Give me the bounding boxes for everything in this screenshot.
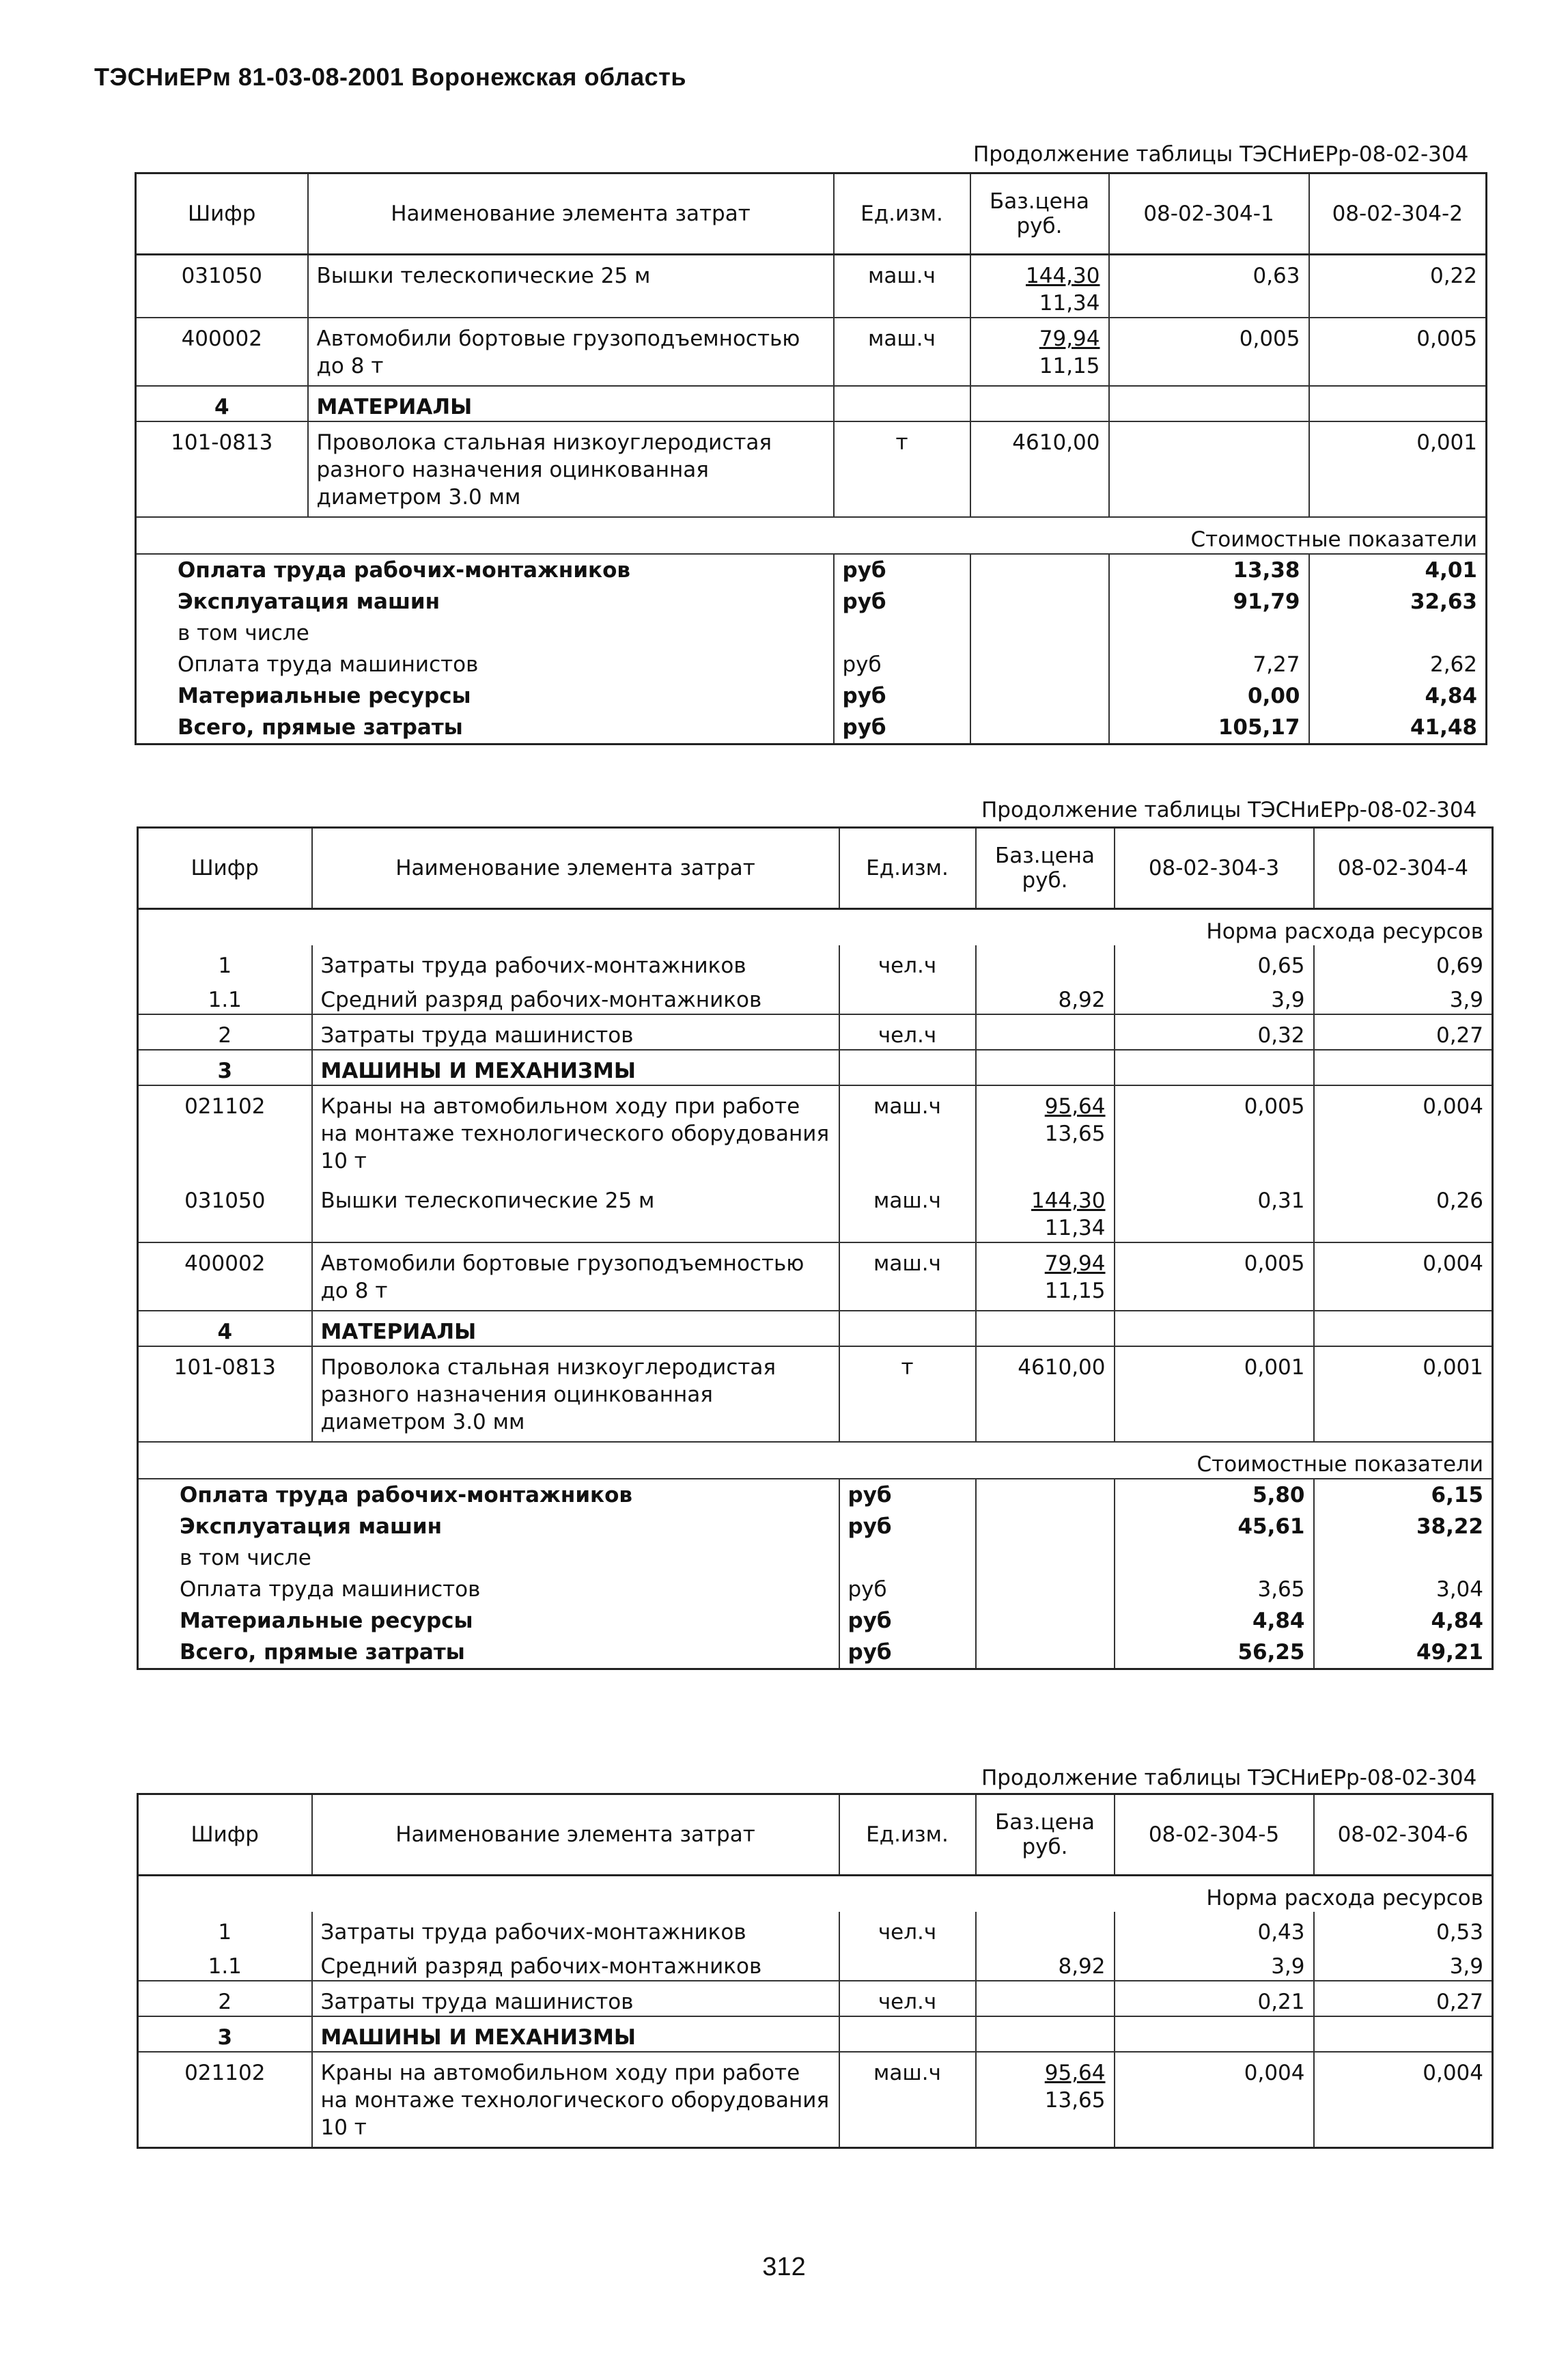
cost-value-a: 105,17 [1109, 712, 1309, 745]
header-name: Наименование элемента затрат [308, 173, 834, 255]
price-value: 144,30 [1026, 264, 1100, 288]
row-value-b: 0,005 [1309, 318, 1487, 386]
cost-value-a [1109, 617, 1309, 649]
row-name: Затраты труда машинистов [312, 1014, 839, 1050]
cost-unit: руб [839, 1479, 976, 1511]
row-price [976, 979, 1115, 1014]
table-row [136, 255, 1487, 318]
header-col-a: 08-02-304-3 [1115, 828, 1314, 909]
resource-table-2 [137, 826, 1494, 1670]
cost-value-b: 4,84 [1314, 1605, 1493, 1637]
table-row [138, 1180, 1493, 1242]
row-name: Затраты труда рабочих-монтажников [312, 1912, 839, 1946]
continuation-label: Продолжение таблицы ТЭСНиЕРр-08-02-304 [981, 798, 1477, 822]
cost-value-a: 3,65 [1115, 1574, 1314, 1605]
price-value: 8,92 [1058, 1954, 1106, 1979]
row-value-b: 0,22 [1309, 255, 1487, 318]
row-value-b [1314, 1311, 1493, 1346]
row-value-b: 0,004 [1314, 1242, 1493, 1311]
section-label: Норма расхода ресурсов [138, 909, 1493, 946]
row-name: Затраты труда машинистов [312, 1981, 839, 2016]
row-code: 101-0813 [136, 421, 308, 517]
row-unit [839, 1311, 976, 1346]
row-price [976, 1180, 1115, 1242]
row-value-a: 0,21 [1115, 1981, 1314, 2016]
row-code: 1.1 [208, 1954, 242, 1979]
row-unit [839, 2016, 976, 2052]
header-col-b: 08-02-304-6 [1314, 1794, 1493, 1876]
row-price [970, 386, 1109, 421]
cost-price [970, 554, 1109, 586]
price-value: 79,94 [1039, 326, 1100, 351]
cost-value-b: 41,48 [1309, 712, 1487, 745]
row-name: Проволока стальная низкоуглеродистая разного назначения оцинкованная диаметром 3.0 мм [312, 1346, 839, 1442]
price-value: 79,94 [1044, 1251, 1106, 1276]
cost-unit: руб [839, 1511, 976, 1542]
table-row [136, 318, 1487, 386]
row-name: Проволока стальная низкоуглеродистая разного назначения оцинкованная диаметром 3.0 мм [308, 421, 834, 517]
row-code: 021102 [138, 2052, 312, 2148]
cost-name: в том числе [178, 621, 309, 645]
row-code: 400002 [136, 318, 308, 386]
row-unit [839, 1050, 976, 1085]
section-row [138, 1442, 1493, 1479]
row-value-a: 0,43 [1115, 1912, 1314, 1946]
row-unit: чел.ч [839, 1981, 976, 2016]
cost-row [138, 1511, 1493, 1542]
cost-value-b: 4,01 [1309, 554, 1487, 586]
cost-price [976, 1542, 1115, 1574]
section-row [138, 1876, 1493, 1912]
row-code: 2 [138, 1981, 312, 2016]
row-unit: т [834, 421, 970, 517]
section-label: Норма расхода ресурсов [138, 1876, 1493, 1912]
row-value-a [1115, 1050, 1314, 1085]
price-wage: 13,65 [1044, 2088, 1106, 2113]
cost-value-b: 4,84 [1309, 680, 1487, 712]
row-price [976, 1242, 1115, 1311]
section-label: Стоимостные показатели [136, 517, 1487, 554]
page-number: 312 [762, 2253, 806, 2281]
price-value: 4610,00 [1018, 1355, 1106, 1380]
cost-row [138, 1605, 1493, 1637]
price-value: 95,64 [1044, 2061, 1106, 2085]
price-wage: 13,65 [1044, 1122, 1106, 1146]
row-code: 1 [218, 1920, 232, 1945]
cost-unit: руб [834, 586, 970, 617]
row-name: МАШИНЫ И МЕХАНИЗМЫ [312, 2016, 839, 2052]
price-wage: 11,15 [1039, 354, 1100, 378]
row-unit: чел.ч [839, 945, 976, 979]
row-price [976, 1311, 1115, 1346]
table-row [138, 1946, 1493, 1981]
section-row [138, 909, 1493, 946]
cost-value-a: 7,27 [1109, 649, 1309, 680]
cost-name: Оплата труда рабочих-монтажников [136, 554, 834, 586]
header-row [138, 1794, 1493, 1876]
cost-value-a: 5,80 [1115, 1479, 1314, 1511]
header-price: Баз.цена руб. [970, 173, 1109, 255]
cost-unit: руб [834, 712, 970, 745]
cost-name: Оплата труда машинистов [178, 652, 479, 677]
cost-value-a: 13,38 [1109, 554, 1309, 586]
price-wage: 11,34 [1039, 291, 1100, 316]
cost-value-a: 45,61 [1115, 1511, 1314, 1542]
row-price [976, 1981, 1115, 2016]
header-col-a: 08-02-304-5 [1115, 1794, 1314, 1876]
section-row [136, 517, 1487, 554]
table-row [138, 1981, 1493, 2016]
table-row [138, 979, 1493, 1014]
price-wage: 11,15 [1044, 1279, 1106, 1303]
row-unit [839, 979, 976, 1014]
cost-row [138, 1637, 1493, 1669]
header-unit: Ед.изм. [839, 828, 976, 909]
cost-name: в том числе [180, 1546, 311, 1570]
row-price [976, 1014, 1115, 1050]
row-unit: т [839, 1346, 976, 1442]
row-code: 1 [218, 954, 232, 978]
cost-name: Оплата труда машинистов [180, 1577, 481, 1602]
cost-name: Эксплуатация машин [178, 589, 440, 614]
row-name: Вышки телескопические 25 м [308, 255, 834, 318]
row-unit [839, 1946, 976, 1981]
row-code: 101-0813 [138, 1346, 312, 1442]
continuation-label: Продолжение таблицы ТЭСНиЕРр-08-02-304 [973, 142, 1469, 167]
table-row [138, 2052, 1493, 2148]
cost-value-a: 4,84 [1115, 1605, 1314, 1637]
price-value: 95,64 [1044, 1094, 1106, 1119]
cost-price [970, 586, 1109, 617]
cost-row [138, 1479, 1493, 1511]
row-value-a: 0,31 [1115, 1180, 1314, 1242]
cost-name: Материальные ресурсы [180, 1609, 473, 1633]
row-code: 400002 [138, 1242, 312, 1311]
row-value-a: 0,005 [1109, 318, 1309, 386]
row-price [976, 1946, 1115, 1981]
row-name: МАТЕРИАЛЫ [308, 386, 834, 421]
cost-unit [839, 1542, 976, 1574]
row-value-a [1115, 2016, 1314, 2052]
row-code: 021102 [138, 1085, 312, 1180]
row-value-b: 0,004 [1314, 1085, 1493, 1180]
header-row [138, 828, 1493, 909]
header-code: Шифр [136, 173, 308, 255]
header-unit: Ед.изм. [834, 173, 970, 255]
row-value-b: 0,27 [1314, 1014, 1493, 1050]
cost-name: Материальные ресурсы [178, 684, 471, 708]
table-row [136, 386, 1487, 421]
row-value-b: 0,004 [1314, 2052, 1493, 2148]
row-value-a: 0,001 [1115, 1346, 1314, 1442]
cost-unit: руб [834, 554, 970, 586]
table-row [136, 421, 1487, 517]
row-code: 3 [138, 2016, 312, 2052]
row-value-a: 0,005 [1115, 1242, 1314, 1311]
row-name: Затраты труда рабочих-монтажников [312, 945, 839, 979]
row-unit: чел.ч [839, 1912, 976, 1946]
row-code: 1.1 [208, 988, 242, 1012]
cost-value-a: 0,00 [1109, 680, 1309, 712]
header-code: Шифр [138, 1794, 312, 1876]
cost-price [970, 712, 1109, 745]
header-price: Баз.цена руб. [976, 1794, 1115, 1876]
row-unit: маш.ч [839, 2052, 976, 2148]
price-value: 4610,00 [1012, 430, 1100, 455]
row-value-b [1314, 1050, 1493, 1085]
header-col-a: 08-02-304-1 [1109, 173, 1309, 255]
row-value-a: 3,9 [1115, 979, 1314, 1014]
table-row [138, 1050, 1493, 1085]
cost-price [976, 1605, 1115, 1637]
row-name: Автомобили бортовые грузоподъемностью до 8 т [308, 318, 834, 386]
cost-row [138, 1574, 1493, 1605]
row-value-b: 0,69 [1314, 945, 1493, 979]
table-row [138, 1311, 1493, 1346]
cost-value-a [1115, 1542, 1314, 1574]
cost-unit: руб [839, 1605, 976, 1637]
cost-row [136, 554, 1487, 586]
header-code: Шифр [138, 828, 312, 909]
cost-value-b: 49,21 [1314, 1637, 1493, 1669]
header-row [136, 173, 1487, 255]
header-price: Баз.цена руб. [976, 828, 1115, 909]
page-header: ТЭСНиЕРм 81-03-08-2001 Воронежская область [94, 63, 686, 91]
row-unit: маш.ч [839, 1085, 976, 1180]
cost-name: Эксплуатация машин [180, 1514, 443, 1539]
row-value-b: 0,27 [1314, 1981, 1493, 2016]
row-name: Средний разряд рабочих-монтажников [312, 1946, 839, 1981]
row-value-b [1314, 2016, 1493, 2052]
header-col-b: 08-02-304-2 [1309, 173, 1487, 255]
cost-value-b: 2,62 [1309, 649, 1487, 680]
header-name: Наименование элемента затрат [312, 828, 839, 909]
continuation-label: Продолжение таблицы ТЭСНиЕРр-08-02-304 [981, 1766, 1477, 1790]
cost-name: Всего, прямые затраты [178, 715, 463, 740]
header-col-b: 08-02-304-4 [1314, 828, 1493, 909]
row-unit [834, 386, 970, 421]
row-price [976, 2052, 1115, 2148]
row-name: Вышки телескопические 25 м [312, 1180, 839, 1242]
cost-unit: руб [839, 1574, 976, 1605]
row-price [970, 255, 1109, 318]
cost-row [136, 617, 1487, 649]
row-name: МАШИНЫ И МЕХАНИЗМЫ [312, 1050, 839, 1085]
cost-row [136, 712, 1487, 745]
cost-unit [834, 617, 970, 649]
row-unit: маш.ч [839, 1180, 976, 1242]
cost-price [976, 1574, 1115, 1605]
row-code: 031050 [184, 1188, 266, 1213]
price-value: 144,30 [1031, 1188, 1106, 1213]
cost-row [136, 680, 1487, 712]
row-value-b: 3,9 [1314, 1946, 1493, 1981]
cost-unit: руб [839, 1637, 976, 1669]
row-name: МАТЕРИАЛЫ [312, 1311, 839, 1346]
resource-table-3 [137, 1793, 1494, 2149]
cost-value-b [1309, 617, 1487, 649]
row-price [976, 1346, 1115, 1442]
row-price [970, 421, 1109, 517]
price-value: 8,92 [1058, 988, 1106, 1012]
row-value-b: 0,26 [1314, 1180, 1493, 1242]
row-value-a: 0,63 [1109, 255, 1309, 318]
row-price [970, 318, 1109, 386]
row-unit: чел.ч [839, 1014, 976, 1050]
row-unit: маш.ч [834, 255, 970, 318]
row-value-b: 0,001 [1314, 1346, 1493, 1442]
price-wage: 11,34 [1044, 1216, 1106, 1240]
resource-table-1 [135, 172, 1487, 745]
cost-value-a: 56,25 [1115, 1637, 1314, 1669]
row-code: 4 [136, 386, 308, 421]
cost-price [976, 1511, 1115, 1542]
cost-price [970, 617, 1109, 649]
row-value-a: 0,32 [1115, 1014, 1314, 1050]
row-value-b [1309, 386, 1487, 421]
cost-value-b: 32,63 [1309, 586, 1487, 617]
cost-value-b [1314, 1542, 1493, 1574]
cost-price [976, 1479, 1115, 1511]
row-value-b: 0,001 [1309, 421, 1487, 517]
row-code: 3 [138, 1050, 312, 1085]
row-name: Автомобили бортовые грузоподъемностью до 8 т [312, 1242, 839, 1311]
row-price [976, 1050, 1115, 1085]
row-price [976, 1912, 1115, 1946]
cost-value-b: 6,15 [1314, 1479, 1493, 1511]
row-value-b: 0,53 [1314, 1912, 1493, 1946]
table-row [138, 2016, 1493, 2052]
cost-name: Всего, прямые затраты [180, 1640, 465, 1665]
row-price [976, 1085, 1115, 1180]
row-price [976, 945, 1115, 979]
row-value-b: 3,9 [1314, 979, 1493, 1014]
cost-row [138, 1542, 1493, 1574]
table-row [138, 945, 1493, 979]
cost-name: Оплата труда рабочих-монтажников [138, 1479, 839, 1511]
row-value-a [1109, 421, 1309, 517]
row-value-a [1115, 1311, 1314, 1346]
cost-price [970, 680, 1109, 712]
cost-row [136, 586, 1487, 617]
row-code: 4 [138, 1311, 312, 1346]
row-unit: маш.ч [839, 1242, 976, 1311]
row-code: 031050 [181, 264, 262, 288]
table-row [138, 1912, 1493, 1946]
section-label: Стоимостные показатели [138, 1442, 1493, 1479]
cost-unit: руб [834, 649, 970, 680]
table-row [138, 1242, 1493, 1311]
table-row [138, 1085, 1493, 1180]
cost-row [136, 649, 1487, 680]
cost-value-b: 3,04 [1314, 1574, 1493, 1605]
cost-price [970, 649, 1109, 680]
row-value-a [1109, 386, 1309, 421]
row-price [976, 2016, 1115, 2052]
header-name: Наименование элемента затрат [312, 1794, 839, 1876]
row-code: 2 [138, 1014, 312, 1050]
row-name: Краны на автомобильном ходу при работе на монтаже технологического оборудования 10 т [312, 2052, 839, 2148]
row-value-a: 3,9 [1115, 1946, 1314, 1981]
cost-value-b: 38,22 [1314, 1511, 1493, 1542]
row-value-a: 0,005 [1115, 1085, 1314, 1180]
cost-unit: руб [834, 680, 970, 712]
table-row [138, 1346, 1493, 1442]
header-unit: Ед.изм. [839, 1794, 976, 1876]
row-value-a: 0,65 [1115, 945, 1314, 979]
table-row [138, 1014, 1493, 1050]
cost-value-a: 91,79 [1109, 586, 1309, 617]
cost-price [976, 1637, 1115, 1669]
row-unit: маш.ч [834, 318, 970, 386]
row-value-a: 0,004 [1115, 2052, 1314, 2148]
row-name: Краны на автомобильном ходу при работе на монтаже технологического оборудования 10 т [312, 1085, 839, 1180]
row-name: Средний разряд рабочих-монтажников [312, 979, 839, 1014]
